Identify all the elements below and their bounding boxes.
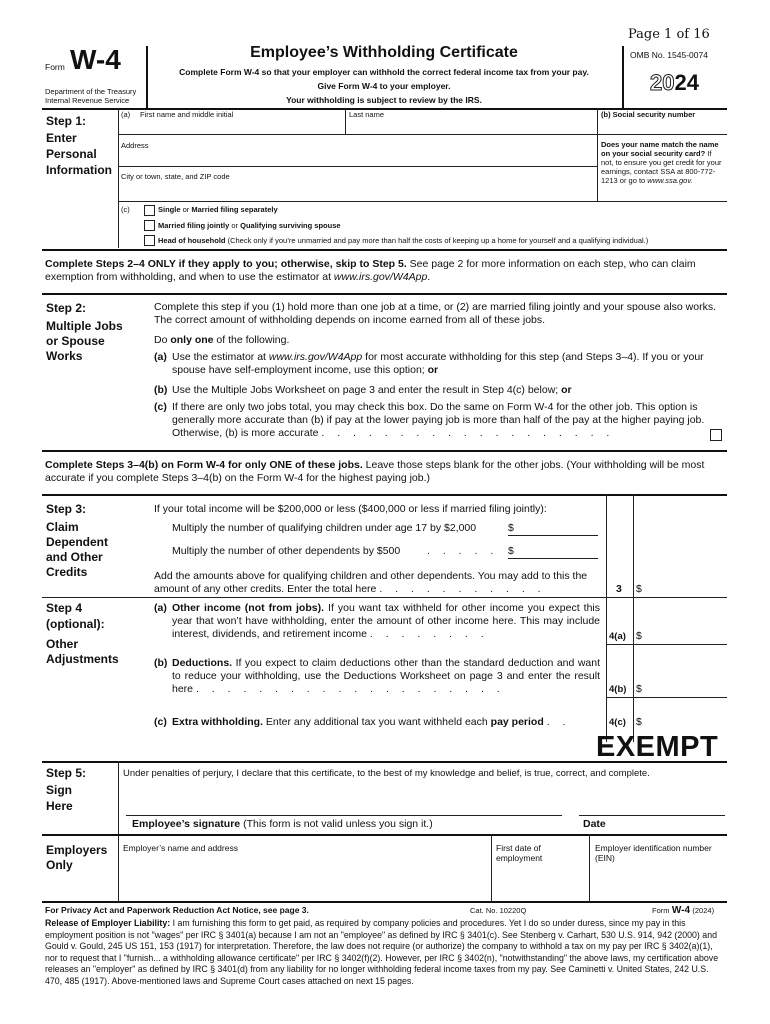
children-dollar: $ — [508, 522, 514, 534]
mfj-checkbox[interactable] — [144, 220, 155, 231]
ein-label: Employer identification number (EIN) — [595, 843, 712, 863]
a-text2: for most accurate withholding for this step (and Steps 3–4). If you or your spouse have self-employment income, use this option; — [172, 351, 704, 376]
c-text: If there are only two jobs total, you may check this box. Do the same on Form W-4 for the other job. This option is generally more accurate than (b) if pay at the lower paying job is more than half of the pay at the higher paying job. Otherwise, (b) is more accurate — [172, 401, 705, 439]
instr1-text: See page 2 for more information on each step, who can claim exemption from withholding, and when to use the estimator at — [45, 258, 696, 283]
step4-title-1: Step 4 — [46, 601, 83, 615]
penalty-text: Under penalties of perjury, I declare that this certificate, to the best of my knowledge and belief, is true, correct, and complete. — [123, 768, 650, 779]
mfj-or: or — [229, 221, 241, 230]
instruction-steps-3-4b — [45, 459, 725, 485]
form-year — [650, 70, 699, 96]
others-text: Multiply the number of other dependents by $500 — [172, 545, 401, 557]
step3-title-2: Claim — [46, 520, 79, 534]
step1-bottom-rule — [42, 249, 727, 251]
step3-title-5: Credits — [46, 565, 88, 579]
a-text1: Use the estimator at — [172, 351, 269, 363]
a-dots: . . . . . . . . — [369, 628, 489, 640]
step1-a-letter: (a) — [121, 110, 131, 119]
children-amount-field[interactable] — [516, 520, 596, 533]
do-post: of the following. — [213, 334, 290, 346]
line3-number: 3 — [616, 583, 622, 595]
step4-title-4: Adjustments — [46, 652, 119, 666]
step4-c-label: (c) — [154, 716, 167, 728]
privacy-notice: For Privacy Act and Paperwork Reduction Act Notice, see page 3. — [45, 905, 309, 915]
others-dollar: $ — [508, 545, 514, 557]
step5-title-1: Step 5: — [46, 766, 87, 780]
footer-form-year: (2024) — [692, 906, 715, 915]
employers-title-2: Only — [46, 858, 73, 872]
hoh-checkbox[interactable] — [144, 235, 155, 246]
omb-number: OMB No. 1545-0074 — [630, 50, 708, 60]
date-label: Date — [583, 818, 606, 830]
hoh-note: (Check only if you’re unmarried and pay more than half the costs of keeping up a home for yourself and a qualifying individual.) — [225, 236, 649, 245]
b-text: If you expect to claim deductions other than the standard deduction and want to reduce your withholding, use the Deductions Worksheet on page 3 and enter the result here — [172, 657, 600, 695]
address-field[interactable] — [120, 151, 594, 164]
line3-dollar: $ — [636, 583, 642, 595]
step3-title-1: Step 3: — [46, 502, 87, 516]
form-year-bold: 24 — [674, 70, 699, 95]
do-pre: Do — [154, 334, 171, 346]
address-row-bottom — [118, 166, 597, 167]
step1-left-rule — [118, 108, 119, 248]
footer-form — [652, 905, 714, 916]
line4b-number: 4(b) — [609, 684, 627, 695]
line4b-bottom — [606, 697, 727, 698]
step2-b-label: (b) — [154, 384, 168, 396]
address-label: Address — [121, 141, 149, 150]
line4c-dollar: $ — [636, 716, 642, 728]
step2-title-2: Multiple Jobs — [46, 319, 123, 333]
step4-bottom-rule — [42, 761, 727, 763]
form-name: W-4 — [70, 44, 121, 75]
step3-add-text — [154, 570, 604, 596]
c-dots: . . . . . . . . . . . . . . . . . . . — [321, 427, 615, 439]
children-amount-line — [508, 535, 598, 536]
ssn-note-site: www.ssa.gov. — [647, 176, 693, 185]
footer-form-name: W-4 — [671, 905, 691, 916]
line4c-amount-field[interactable] — [645, 714, 725, 728]
step1-title-4: Information — [46, 163, 112, 177]
release-of-liability — [45, 918, 727, 988]
ssn-field[interactable] — [600, 120, 724, 133]
instr1-bold: Complete Steps 2–4 ONLY if they apply to you; otherwise, skip to Step 5. — [45, 258, 407, 270]
name-divider — [345, 108, 346, 134]
c-bold: Extra withholding. — [172, 716, 263, 728]
step4-b-text — [172, 657, 600, 696]
form-year-outline: 20 — [650, 70, 675, 95]
signature-line — [126, 815, 562, 816]
mfj-bold: Married filing jointly — [158, 221, 230, 230]
a-bold: Other income (not from jobs). — [172, 602, 325, 614]
b-dots: . . . . . . . . . . . . . . . . . . . . — [195, 683, 505, 695]
amount-col-rule-inner — [606, 494, 607, 742]
a-or: or — [427, 364, 439, 376]
employer-name-label: Employer’s name and address — [123, 843, 238, 853]
form-title: Employee’s Withholding Certificate — [250, 44, 518, 61]
first-date-field[interactable] — [494, 868, 586, 896]
hoh-bold: Head of household — [158, 236, 226, 245]
c-text: Enter any additional tax you want withheld each — [263, 716, 491, 728]
do-bold: only one — [170, 334, 214, 346]
form-word: Form — [45, 62, 65, 72]
step2-intro: Complete this step if you (1) hold more than one job at a time, or (2) are married filing jointly and your spouse also works. The correct amount of withholding depends on income earned from all of these jobs. — [154, 301, 717, 326]
b-text: Use the Multiple Jobs Worksheet on page 3 and enter the result in Step 4(c) below; — [172, 384, 562, 396]
instr2-bottom-rule — [42, 494, 727, 496]
signature-label — [132, 818, 433, 831]
first-date-label: First date of employment — [496, 843, 543, 863]
two-jobs-checkbox[interactable] — [710, 429, 722, 441]
children-text: Multiply the number of qualifying children under age 17 by $2,000 — [172, 522, 477, 534]
ssn-note-bold: Does your name match the name on your social security card? — [601, 140, 719, 158]
single-rest: Married filing separately — [191, 205, 278, 214]
first-name-field[interactable] — [120, 120, 342, 133]
c-dots: . . — [546, 716, 571, 728]
instr1-site: www.irs.gov/W4App — [333, 271, 428, 283]
b-bold: Deductions. — [172, 657, 233, 669]
city-field[interactable] — [120, 182, 594, 196]
sig-bold: Employee’s signature — [132, 818, 241, 830]
step4-c-text — [172, 716, 570, 729]
page-number: Page 1 of 16 — [628, 27, 710, 42]
date-line — [579, 815, 725, 816]
hoh-label — [158, 236, 648, 245]
step4-b-label: (b) — [154, 657, 168, 669]
city-row-bottom — [118, 201, 727, 202]
step3-intro: If your total income will be $200,000 or less ($400,000 or less if married filing jointly): — [154, 503, 547, 515]
form-subtitle2: Give Form W-4 to your employer. — [317, 81, 451, 91]
mfj-rest: Qualifying surviving spouse — [240, 221, 341, 230]
signature-field[interactable] — [128, 796, 560, 814]
cat-number: Cat. No. 10220Q — [470, 906, 527, 915]
step3-bottom-rule — [42, 597, 727, 598]
employers-bottom-rule — [42, 901, 727, 903]
ssn-note — [601, 140, 725, 185]
ssn-label: (b) Social security number — [601, 110, 696, 119]
step5-bottom-rule — [42, 834, 727, 836]
exempt-stamp: EXEMPT — [596, 731, 719, 763]
line4a-dollar: $ — [636, 630, 642, 642]
line3-amount-field[interactable] — [645, 581, 725, 595]
line4a-bottom — [606, 644, 727, 645]
date-field[interactable] — [581, 796, 723, 814]
ssn-note-text: If not, to ensure you get credit for your earnings, contact SSA at 800-772-1213 or go to — [601, 149, 722, 185]
line4b-amount-field[interactable] — [645, 681, 725, 695]
line4a-number: 4(a) — [609, 631, 626, 642]
step4-title-2: (optional): — [46, 617, 105, 631]
form-subtitle1: Complete Form W-4 so that your employer can withhold the correct federal income tax from your pay. — [179, 67, 589, 77]
ein-field[interactable] — [592, 868, 724, 896]
mfj-label — [158, 221, 341, 230]
ssn-divider — [597, 108, 598, 202]
step2-do-only-one — [154, 334, 289, 347]
release-text: I am furnishing this form to get paid, as required by company policies and procedures. Yet I do so under duress, since my pay in this employment position is not "wages" per IRC § 3401(a) because I am not an "employee" as defined by IRC § 3401(c). See Stenberg v. Carhart, 530 U.S. 914, 942 (2000) and Gould v. Gould, 245 US 151, 153 (1917) for interpretation. Therefore, the law does not require (or authorize) the company to withhold a tax on my pay per IRC § 3402(a)(1), nor to request that I "furnish... a withholding allowance certificate" per IRC § 3402(f)(2). However, per IRC § 3402(n), "notwithstanding" the above laws, my certification above releases an "employer" as defined by IRC § 3401(d) from any liability for no longer withholding federal income taxes from my pay. See Caminetti v. United States, 242 U.S. 470, 485 (1917). Above-mentioned laws and Supreme Court cases attached on next 15 pages. — [45, 918, 719, 986]
step1-title-3: Personal — [46, 147, 97, 161]
step1-title-2: Enter — [46, 131, 77, 145]
step1-title-1: Step 1: — [46, 114, 87, 128]
sig-note: (This form is not valid unless you sign it.) — [240, 818, 433, 830]
instr2-text: Leave those steps blank for the other jobs. (Your withholding will be most accurate if you complete Steps 3–4(b) on the Form W-4 for the highest paying job.) — [45, 459, 705, 484]
instruction-steps-2-4 — [45, 258, 725, 284]
name-row-bottom — [118, 134, 727, 135]
others-dots: . . . . . — [427, 545, 499, 557]
c-bold2: pay period — [490, 716, 544, 728]
step4-title-3: Other — [46, 637, 79, 651]
instr2-bold: Complete Steps 3–4(b) on Form W-4 for only ONE of these jobs. — [45, 459, 363, 471]
form-subtitle3: Your withholding is subject to review by the IRS. — [286, 95, 482, 105]
a-text: If you want tax withheld for other income you expect this year that won’t have withholding, enter the amount of other income here. This may include interest, dividends, and retirement income — [172, 602, 600, 640]
step5-left-rule — [118, 761, 119, 901]
step5-title-2: Sign — [46, 783, 72, 797]
step2-a-text — [172, 351, 724, 377]
others-amount-line — [508, 558, 598, 559]
step4-a-text — [172, 602, 600, 641]
step3-title-4: and Other — [46, 550, 103, 564]
dept-line2: Internal Revenue Service — [45, 96, 130, 105]
step2-a-label: (a) — [154, 351, 167, 363]
step2-title-1: Step 2: — [46, 301, 87, 315]
step2-bottom-rule — [42, 450, 727, 452]
step2-title-3: or Spouse — [46, 334, 105, 348]
step2-c-label: (c) — [154, 401, 167, 413]
add-text: Add the amounts above for qualifying children and other dependents. You may add to this the amount of any other credits. Enter the total here — [154, 570, 588, 595]
line4a-amount-field[interactable] — [645, 628, 725, 642]
single-checkbox[interactable] — [144, 205, 155, 216]
step2-c-text — [172, 401, 712, 440]
single-bold: Single — [158, 205, 181, 214]
last-name-label: Last name — [349, 110, 385, 119]
single-or: or — [180, 205, 192, 214]
release-bold: Release of Employer Liability: — [45, 918, 171, 928]
employer-name-field[interactable] — [121, 856, 489, 896]
employer-divider-1 — [491, 834, 492, 901]
step2-title-4: Works — [46, 349, 83, 363]
last-name-field[interactable] — [347, 120, 594, 133]
line4b-dollar: $ — [636, 683, 642, 695]
step4-a-label: (a) — [154, 602, 167, 614]
instr1-end: . — [427, 271, 431, 283]
footer-form-word: Form — [652, 906, 670, 915]
step5-title-3: Here — [46, 799, 73, 813]
b-or: or — [561, 384, 572, 396]
add-dots: . . . . . . . . . . . — [379, 583, 546, 595]
header-divider-right — [622, 46, 624, 108]
employers-title-1: Employers — [46, 843, 108, 857]
others-amount-field[interactable] — [516, 543, 596, 556]
step1-c-letter: (c) — [121, 205, 130, 214]
instr1-bottom-rule — [42, 293, 727, 295]
a-site: www.irs.gov/W4App — [268, 351, 363, 363]
step2-b-text — [172, 384, 724, 397]
amount-col-rule-outer — [633, 494, 634, 742]
single-label — [158, 205, 278, 214]
employer-divider-2 — [589, 834, 590, 901]
first-name-label: First name and middle initial — [140, 110, 234, 119]
step3-title-3: Dependent — [46, 535, 109, 549]
dept-line1: Department of the Treasury — [45, 87, 137, 96]
city-label: City or town, state, and ZIP code — [121, 172, 230, 181]
line4c-number: 4(c) — [609, 717, 626, 728]
